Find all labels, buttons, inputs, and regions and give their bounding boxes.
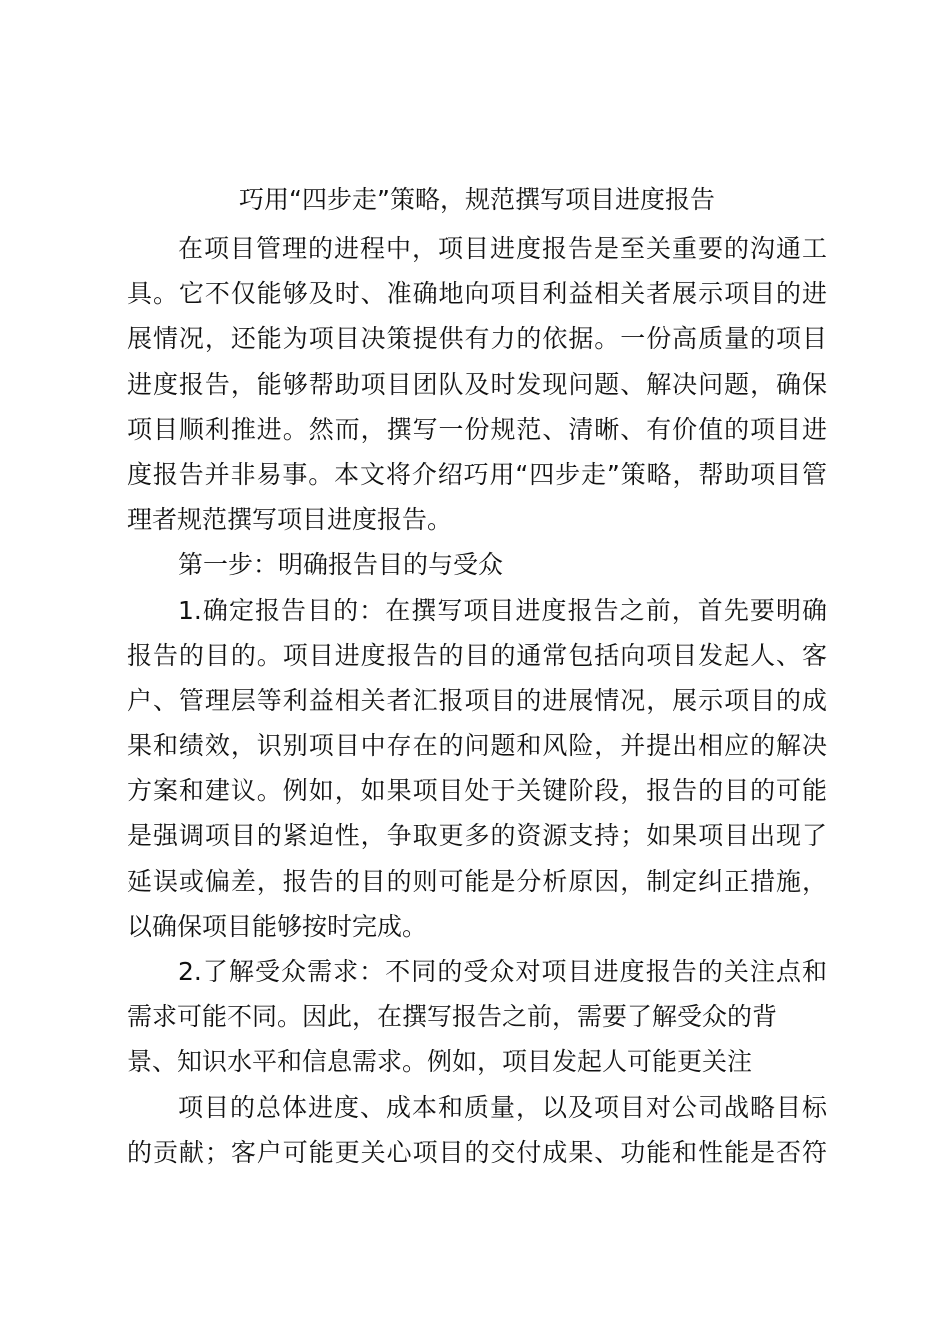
text-line: 具。它不仅能够及时、准确地向项目利益相关者展示项目的进 xyxy=(127,279,827,309)
document-body xyxy=(127,226,827,1175)
text-line: 的贡献；客户可能更关心项目的交付成果、功能和性能是否符 xyxy=(127,1137,827,1167)
text-line: 在项目管理的进程中，项目进度报告是至关重要的沟通工 xyxy=(178,234,827,263)
text-line: 进度报告，能够帮助项目团队及时发现问题、解决问题，确保 xyxy=(127,369,827,399)
text-line: 展情况，还能为项目决策提供有力的依据。一份高质量的项目 xyxy=(127,324,827,354)
text-line: 户、管理层等利益相关者汇报项目的进展情况，展示项目的成 xyxy=(127,685,827,715)
text-line: 报告的目的。项目进度报告的目的通常包括向项目发起人、客 xyxy=(127,640,827,670)
text-line: 方案和建议。例如，如果项目处于关键阶段，报告的目的可能 xyxy=(127,776,827,806)
text-line: 项目顺利推进。然而，撰写一份规范、清晰、有价值的项目进 xyxy=(127,414,827,444)
text-line: 果和绩效，识别项目中存在的问题和风险，并提出相应的解决 xyxy=(127,731,827,761)
text-line: 延误或偏差，报告的目的则可能是分析原因，制定纠正措施， xyxy=(127,866,827,896)
text-line: 以确保项目能够按时完成。 xyxy=(127,911,428,941)
text-line: 2.了解受众需求：不同的受众对项目进度报告的关注点和 xyxy=(178,957,827,986)
text-line: 需求可能不同。因此，在撰写报告之前，需要了解受众的背 xyxy=(127,1002,778,1032)
section-heading: 第一步：明确报告目的与受众 xyxy=(178,550,504,580)
text-line: 景、知识水平和信息需求。例如，项目发起人可能更关注 xyxy=(127,1047,753,1077)
text-line: 是强调项目的紧迫性，争取更多的资源支持；如果项目出现了 xyxy=(127,821,827,851)
text-line: 理者规范撰写项目进度报告。 xyxy=(127,505,453,535)
document-title: 巧用“四步走”策略，规范撰写项目进度报告 xyxy=(239,185,715,214)
text-line: 1.确定报告目的：在撰写项目进度报告之前，首先要明确 xyxy=(178,595,827,625)
text-line: 度报告并非易事。本文将介绍巧用“四步走”策略，帮助项目管 xyxy=(127,459,827,489)
text-line: 项目的总体进度、成本和质量，以及项目对公司战略目标 xyxy=(178,1092,827,1122)
